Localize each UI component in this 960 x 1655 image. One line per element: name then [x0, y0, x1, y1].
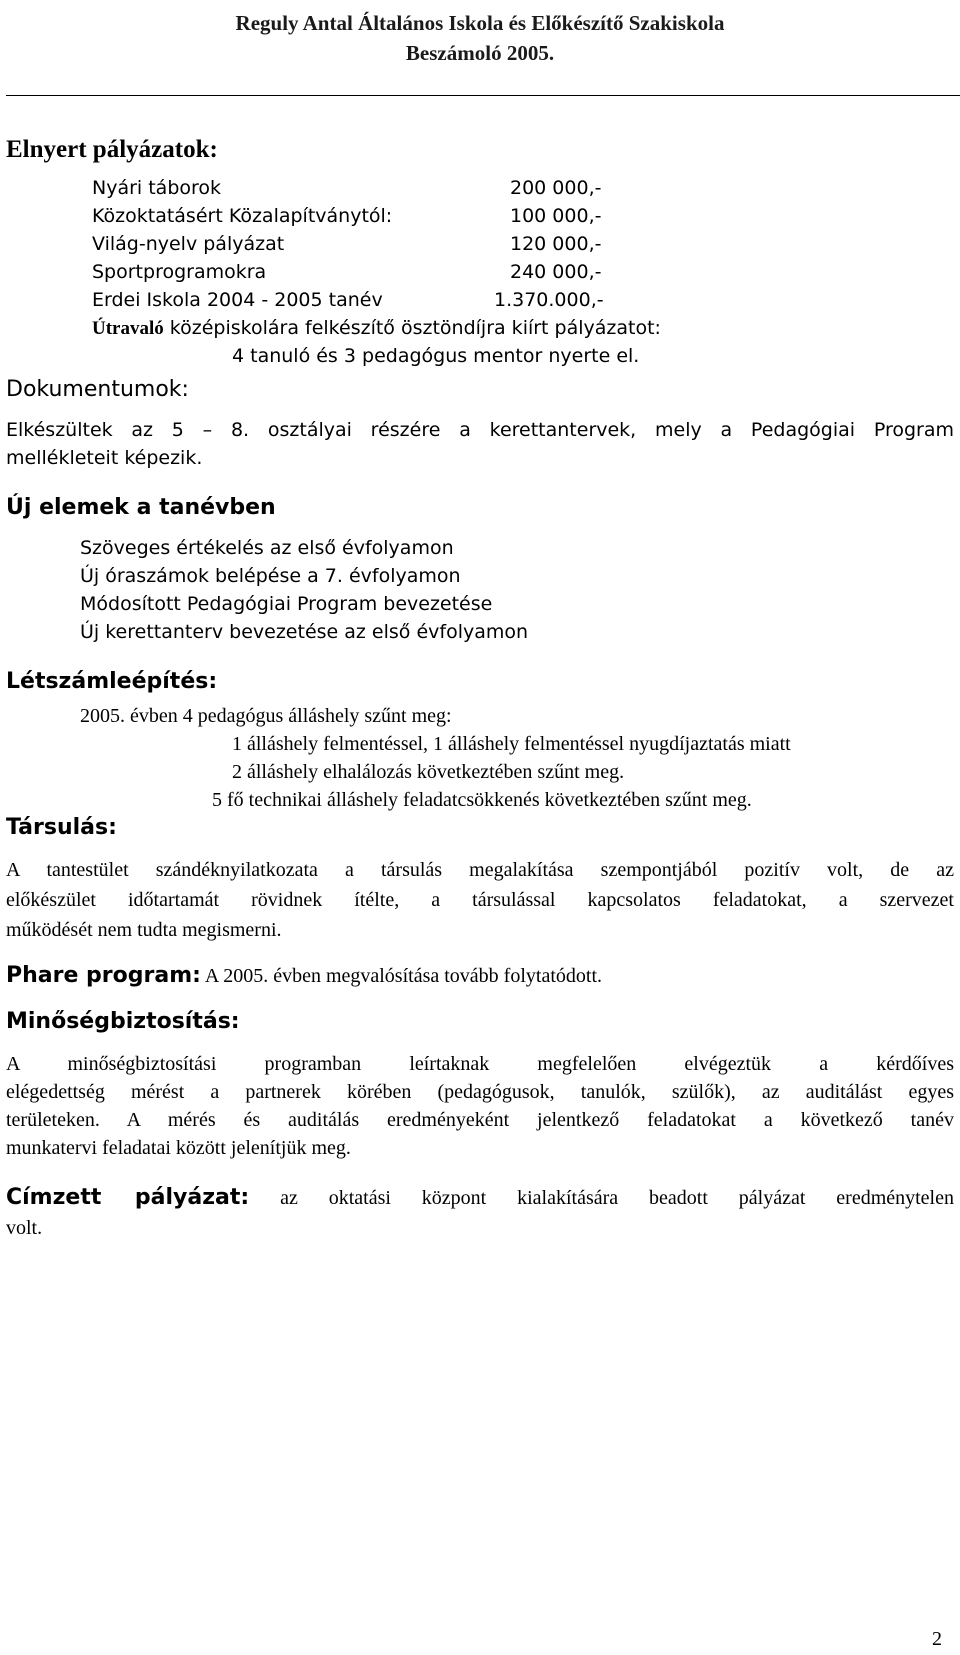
addressed-line-1 [6, 1184, 954, 1212]
list-item [92, 174, 652, 202]
grant-label: Erdei Iskola 2004 - 2005 tanév [92, 289, 383, 311]
utravalo-keyword: Útravaló [92, 318, 164, 339]
quality-line-4: munkatervi feladatai között jelenítjük meg. [6, 1137, 351, 1159]
association-line-2: előkészület időtartamát rövidnek ítélte, a társulással kapcsolatos feladatokat, a szervezet [6, 889, 954, 911]
association-line-3: működését nem tudta megismerni. [6, 919, 282, 941]
documents-line-1: Elkészültek az 5 – 8. osztályai részére a kerettantervek, mely a Pedagógiai Program [6, 419, 954, 441]
grants-title: Elnyert pályázatok: [6, 136, 218, 163]
quality-line-3: területeken. A mérés és auditálás eredményeként jelentkező feladatokat a következő tanév [6, 1109, 954, 1131]
list-item: Módosított Pedagógiai Program bevezetése [80, 593, 493, 615]
list-item: Új kerettanterv bevezetése az első évfolyamon [80, 621, 529, 643]
staffing-line-3: 2 álláshely elhalálozás következtében szűnt meg. [232, 761, 625, 783]
utravalo-line [92, 314, 661, 343]
quality-line-2: elégedettség mérést a partnerek körében (pedagógusok, tanulók, szülők), az auditálást egyes [6, 1081, 954, 1103]
new-elements-list [80, 534, 528, 646]
utravalo-text: középiskolára felkészítő ösztöndíjra kiírt pályázatot: [163, 317, 661, 339]
quality-title: Minőségbiztosítás: [6, 1009, 240, 1034]
list-item [92, 230, 652, 258]
phare-text: A 2005. évben megvalósítása tovább folytatódott. [200, 965, 602, 987]
documents-line-2: mellékleteit képezik. [6, 447, 203, 469]
quality-line-1: A minőségbiztosítási programban leírtaknak megfelelően elvégeztük a kérdőíves [6, 1053, 954, 1075]
grant-amount: 1.370.000,- [494, 289, 604, 311]
grant-amount: 240 000,- [510, 261, 602, 283]
association-title: Társulás: [6, 815, 117, 840]
grant-label: Nyári táborok [92, 177, 222, 199]
list-item: Új óraszámok belépése a 7. évfolyamon [80, 565, 461, 587]
staffing-title: Létszámleépítés: [6, 669, 218, 694]
grants-list [92, 174, 652, 314]
header-report-title: Beszámoló 2005. [405, 41, 555, 65]
grant-label: Közoktatásért Közalapítványtól: [92, 205, 393, 227]
list-item [92, 202, 652, 230]
grant-label: Világ-nyelv pályázat [92, 233, 285, 255]
list-item [92, 286, 652, 314]
page-header [0, 8, 960, 68]
page-number: 2 [932, 1628, 942, 1650]
staffing-line-1: 2005. évben 4 pedagógus álláshely szűnt meg: [80, 705, 452, 727]
staffing-line-2: 1 álláshely felmentéssel, 1 álláshely felmentéssel nyugdíjaztatás miatt [232, 733, 791, 755]
grant-label: Sportprogramokra [92, 261, 267, 283]
documents-title: Dokumentumok: [6, 377, 189, 402]
grant-amount: 100 000,- [510, 205, 602, 227]
new-elements-title: Új elemek a tanévben [6, 495, 276, 520]
addressed-title: Címzett pályázat: [6, 1185, 250, 1210]
utravalo-result: 4 tanuló és 3 pedagógus mentor nyerte el. [232, 345, 640, 367]
addressed-text: az oktatási központ kialakítására beadott pályázat eredménytelen [249, 1187, 954, 1209]
addressed-line-2: volt. [6, 1217, 43, 1239]
list-item [92, 258, 652, 286]
grant-amount: 120 000,- [510, 233, 602, 255]
header-school-name: Reguly Antal Általános Iskola és Előkészítő Szakiskola [235, 11, 725, 35]
staffing-line-4: 5 fő technikai álláshely feladatcsökkenés következtében szűnt meg. [212, 789, 752, 811]
phare-line [6, 962, 602, 990]
header-divider [6, 95, 960, 96]
list-item: Szöveges értékelés az első évfolyamon [80, 537, 454, 559]
grant-amount: 200 000,- [510, 177, 602, 199]
association-line-1: A tantestület szándéknyilatkozata a társulás megalakítása szempontjából pozitív volt, de az [6, 859, 954, 881]
phare-title: Phare program: [6, 963, 201, 988]
